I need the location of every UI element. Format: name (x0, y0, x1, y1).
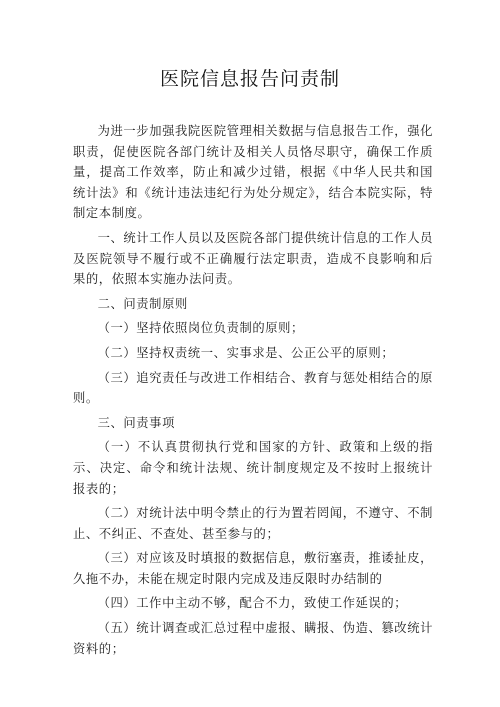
section-3-item: （五）统计调查或汇总过程中虚报、瞒报、伪造、篡改统计资料的； (73, 621, 433, 656)
section-3-item: （四）工作中主动不够，配合不力，致使工作延误的； (97, 596, 408, 611)
section-3-heading: 三、问责事项 (97, 415, 175, 430)
section-3-item: （二）对统计法中明令禁止的行为置若罔闻，不遵守、不制止、不纠正、不查处、甚至参与的； (73, 506, 433, 541)
section-2-item: （一）坚持依照岗位负责制的原则； (97, 321, 304, 336)
section-2-item: （三）追究责任与改进工作相结合、教育与惩处相结合的原则。 (73, 370, 433, 406)
document-body (73, 121, 433, 663)
intro-paragraph: 为进一步加强我院医院管理相关数据与信息报告工作，强化职责，促使医院各部门统计及相关人员恪尽职守，确保工作质量，提高工作效率，防止和减少过错，根据《中华人民共和国统计法》和《统计违法违纪行为处分规定》，结合本院实际，特制定本制度。 (73, 124, 433, 221)
document-title: 医院信息报告问责制 (159, 68, 340, 90)
section-1-paragraph: 一、统计工作人员以及医院各部门提供统计信息的工作人员及医院领导不履行或不正确履行法定职责，造成不良影响和后果的，依照本实施办法问责。 (73, 230, 433, 287)
section-3-item: （一）不认真贯彻执行党和国家的方针、政策和上级的指示、决定、命令和统计法规、统计制度规定及不按时上报统计报表的； (73, 440, 433, 496)
section-2-heading: 二、问责制原则 (97, 296, 188, 311)
section-3-item: （三）对应该及时填报的数据信息，敷衍塞责，推诿扯皮，久拖不办，未能在规定时限内完成及违反限时办结制的 (73, 551, 433, 586)
section-2-item: （二）坚持权责统一、实事求是、公正公平的原则； (97, 345, 395, 360)
